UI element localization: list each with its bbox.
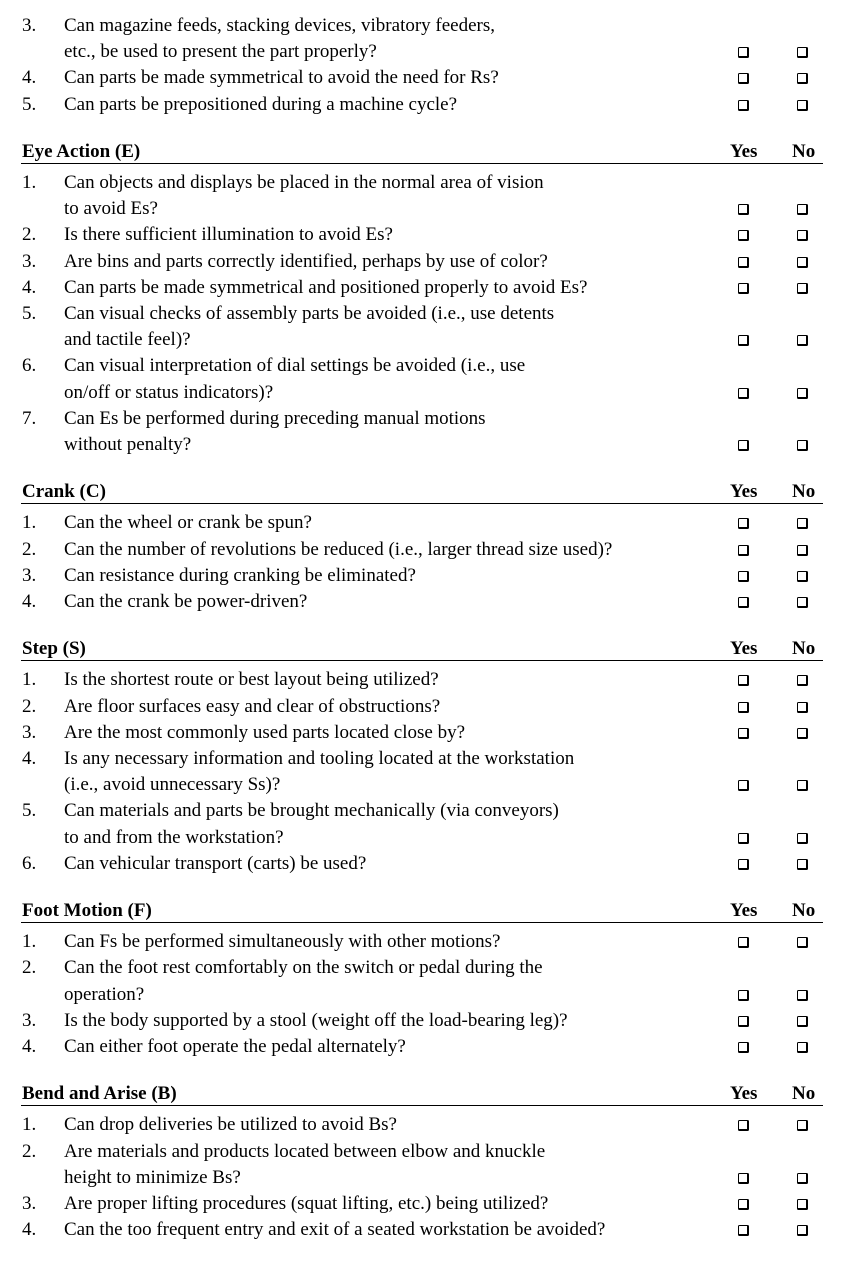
no-column-header: No (792, 900, 816, 921)
no-column-header: No (792, 481, 816, 503)
yes-checkbox[interactable] (738, 833, 749, 844)
yes-checkbox[interactable] (738, 1016, 749, 1027)
checklist-line (0, 1165, 846, 1191)
yes-checkbox[interactable] (738, 780, 749, 791)
question-text: Is the body supported by a stool (weight off the load-bearing leg)? (64, 1009, 568, 1031)
no-checkbox[interactable] (797, 204, 808, 215)
checklist-line (0, 406, 846, 432)
checklist-line (0, 170, 846, 196)
yes-checkbox[interactable] (738, 1173, 749, 1184)
yes-checkbox[interactable] (738, 545, 749, 556)
no-checkbox[interactable] (797, 388, 808, 399)
no-checkbox[interactable] (797, 545, 808, 556)
yes-checkbox[interactable] (738, 283, 749, 294)
no-checkbox[interactable] (797, 440, 808, 451)
question-text: Can visual checks of assembly parts be avoided (i.e., use detents (64, 303, 555, 324)
yes-column-header: Yes (730, 481, 758, 503)
item-number: 3. (22, 564, 37, 586)
item-number: 3. (22, 15, 37, 36)
section-header (0, 898, 846, 924)
question-text: Can the wheel or crank be spun? (64, 512, 312, 534)
item-number: 5. (22, 93, 37, 115)
no-checkbox[interactable] (797, 1225, 808, 1236)
item-number: 1. (22, 1114, 37, 1136)
yes-checkbox[interactable] (738, 518, 749, 529)
checklist-line (0, 1139, 846, 1165)
yes-checkbox[interactable] (738, 47, 749, 58)
item-number: 2. (22, 1140, 37, 1162)
question-text: Can parts be made symmetrical and positioned properly to avoid Es? (64, 276, 588, 298)
checklist-line (0, 720, 846, 746)
item-number: 4. (22, 591, 37, 612)
no-checkbox[interactable] (797, 833, 808, 844)
yes-column-header: Yes (730, 638, 758, 660)
yes-checkbox[interactable] (738, 73, 749, 84)
item-number: 1. (22, 512, 37, 534)
yes-checkbox[interactable] (738, 257, 749, 268)
question-text: Can parts be made symmetrical to avoid the need for Rs? (64, 67, 499, 89)
checklist-line (0, 772, 846, 798)
item-number: 2. (22, 538, 37, 560)
yes-checkbox[interactable] (738, 728, 749, 739)
question-text: Are floor surfaces easy and clear of obstructions? (64, 695, 441, 717)
section-title: Eye Action (E) (22, 140, 141, 162)
no-checkbox[interactable] (797, 780, 808, 791)
yes-checkbox[interactable] (738, 100, 749, 111)
question-text: Can resistance during cranking be eliminated? (64, 564, 416, 586)
checklist-line (0, 380, 846, 406)
checklist-line (0, 537, 846, 563)
section-divider (21, 503, 823, 504)
yes-column-header: Yes (730, 900, 758, 921)
section-divider (21, 660, 823, 661)
question-text: Are bins and parts correctly identified, perhaps by use of color? (64, 250, 548, 272)
question-text: without penalty? (64, 434, 192, 455)
question-text: Are proper lifting procedures (squat lifting, etc.) being utilized? (64, 1193, 549, 1214)
checklist-line (0, 275, 846, 301)
item-number: 4. (22, 1219, 37, 1241)
question-text: Can the crank be power-driven? (64, 591, 308, 612)
question-text: Can vehicular transport (carts) be used? (64, 852, 367, 874)
item-number: 3. (22, 721, 37, 743)
yes-checkbox[interactable] (738, 990, 749, 1001)
question-text: Can materials and parts be brought mechanically (via conveyors) (64, 800, 559, 822)
checklist-line (0, 249, 846, 275)
question-text: Can Fs be performed simultaneously with other motions? (64, 931, 501, 953)
section-title: Crank (C) (22, 481, 106, 503)
checklist-line (0, 825, 846, 851)
yes-checkbox[interactable] (738, 937, 749, 948)
checklist-line (0, 327, 846, 353)
no-checkbox[interactable] (797, 675, 808, 686)
checklist-line (0, 589, 846, 615)
item-number: 3. (22, 250, 37, 272)
item-number: 4. (22, 748, 37, 769)
item-number: 1. (22, 172, 37, 193)
yes-checkbox[interactable] (738, 597, 749, 608)
yes-checkbox[interactable] (738, 702, 749, 713)
item-number: 2. (22, 224, 37, 246)
question-text: Can visual interpretation of dial settings be avoided (i.e., use (64, 355, 526, 377)
no-checkbox[interactable] (797, 571, 808, 582)
section-header (0, 139, 846, 165)
yes-column-header: Yes (730, 140, 758, 162)
question-text: (i.e., avoid unnecessary Ss)? (64, 774, 281, 796)
item-number: 4. (22, 276, 37, 298)
checklist-line (0, 432, 846, 458)
item-number: 4. (22, 1036, 37, 1057)
section-title: Bend and Arise (B) (22, 1083, 177, 1105)
question-text: Can drop deliveries be utilized to avoid Bs? (64, 1114, 397, 1136)
item-number: 4. (22, 67, 37, 89)
item-number: 5. (22, 800, 37, 822)
question-text: Can objects and displays be placed in the normal area of vision (64, 172, 544, 193)
yes-checkbox[interactable] (738, 1120, 749, 1131)
question-text: operation? (64, 983, 145, 1005)
checklist-line (0, 65, 846, 91)
checklist-line (0, 510, 846, 536)
checklist-line (0, 92, 846, 118)
yes-checkbox[interactable] (738, 1042, 749, 1053)
yes-column-header: Yes (730, 1083, 758, 1105)
no-checkbox[interactable] (797, 990, 808, 1001)
checklist-line (0, 39, 846, 65)
checklist-line (0, 1191, 846, 1217)
question-text: etc., be used to present the part properly? (64, 41, 377, 63)
no-checkbox[interactable] (797, 597, 808, 608)
no-column-header: No (792, 140, 816, 162)
checklist-line (0, 982, 846, 1008)
yes-checkbox[interactable] (738, 440, 749, 451)
section-title: Step (S) (22, 638, 86, 660)
question-text: Are the most commonly used parts located close by? (64, 721, 466, 743)
question-text: to avoid Es? (64, 198, 158, 220)
checklist-line (0, 301, 846, 327)
question-text: Can Es be performed during preceding manual motions (64, 407, 486, 429)
checklist-line (0, 563, 846, 589)
no-checkbox[interactable] (797, 283, 808, 294)
section-divider (21, 922, 823, 923)
yes-checkbox[interactable] (738, 230, 749, 241)
section-header (0, 1081, 846, 1107)
item-number: 1. (22, 669, 37, 691)
no-checkbox[interactable] (797, 518, 808, 529)
section-divider (21, 163, 823, 164)
question-text: height to minimize Bs? (64, 1166, 241, 1188)
no-checkbox[interactable] (797, 1120, 808, 1131)
no-checkbox[interactable] (797, 1173, 808, 1184)
no-checkbox[interactable] (797, 702, 808, 713)
yes-checkbox[interactable] (738, 675, 749, 686)
question-text: Can the number of revolutions be reduced (i.e., larger thread size used)? (64, 538, 613, 560)
yes-checkbox[interactable] (738, 1199, 749, 1210)
checklist-line (0, 353, 846, 379)
checklist-line (0, 955, 846, 981)
item-number: 2. (22, 957, 37, 979)
checklist-line (0, 13, 846, 39)
yes-checkbox[interactable] (738, 571, 749, 582)
section-title: Foot Motion (F) (22, 900, 152, 921)
no-checkbox[interactable] (797, 1016, 808, 1027)
question-text: Can either foot operate the pedal alternately? (64, 1036, 406, 1057)
no-checkbox[interactable] (797, 100, 808, 111)
item-number: 7. (22, 407, 37, 429)
question-text: Are materials and products located between elbow and knuckle (64, 1140, 546, 1162)
item-number: 2. (22, 695, 37, 717)
no-checkbox[interactable] (797, 728, 808, 739)
checklist-line (0, 222, 846, 248)
item-number: 6. (22, 355, 37, 377)
item-number: 3. (22, 1009, 37, 1031)
checklist-line (0, 1008, 846, 1034)
no-checkbox[interactable] (797, 1199, 808, 1210)
question-text: Can the foot rest comfortably on the switch or pedal during the (64, 957, 543, 979)
yes-checkbox[interactable] (738, 388, 749, 399)
section-header (0, 479, 846, 505)
yes-checkbox[interactable] (738, 1225, 749, 1236)
no-checkbox[interactable] (797, 859, 808, 870)
no-checkbox[interactable] (797, 47, 808, 58)
yes-checkbox[interactable] (738, 335, 749, 346)
section-divider (21, 1105, 823, 1106)
checklist-line (0, 694, 846, 720)
question-text: Can the too frequent entry and exit of a seated workstation be avoided? (64, 1219, 606, 1241)
no-checkbox[interactable] (797, 230, 808, 241)
checklist-line (0, 1217, 846, 1243)
question-text: Is the shortest route or best layout being utilized? (64, 669, 439, 691)
question-text: and tactile feel)? (64, 329, 191, 351)
question-text: on/off or status indicators)? (64, 381, 274, 403)
no-checkbox[interactable] (797, 257, 808, 268)
yes-checkbox[interactable] (738, 859, 749, 870)
no-checkbox[interactable] (797, 937, 808, 948)
no-checkbox[interactable] (797, 1042, 808, 1053)
checklist-line (0, 1034, 846, 1060)
checklist-line (0, 851, 846, 877)
question-text: Is there sufficient illumination to avoid Es? (64, 224, 393, 246)
no-column-header: No (792, 638, 816, 660)
yes-checkbox[interactable] (738, 204, 749, 215)
checklist-line (0, 1112, 846, 1138)
checklist-line (0, 746, 846, 772)
question-text: Is any necessary information and tooling located at the workstation (64, 748, 575, 769)
checklist-line (0, 798, 846, 824)
checklist-line (0, 667, 846, 693)
item-number: 5. (22, 303, 37, 324)
no-column-header: No (792, 1083, 816, 1105)
checklist-line (0, 196, 846, 222)
no-checkbox[interactable] (797, 73, 808, 84)
no-checkbox[interactable] (797, 335, 808, 346)
question-text: to and from the workstation? (64, 826, 284, 848)
item-number: 3. (22, 1193, 37, 1214)
question-text: Can parts be prepositioned during a machine cycle? (64, 93, 458, 115)
checklist-line (0, 929, 846, 955)
question-text: Can magazine feeds, stacking devices, vibratory feeders, (64, 15, 496, 36)
item-number: 1. (22, 931, 37, 953)
section-header (0, 636, 846, 662)
item-number: 6. (22, 852, 37, 874)
